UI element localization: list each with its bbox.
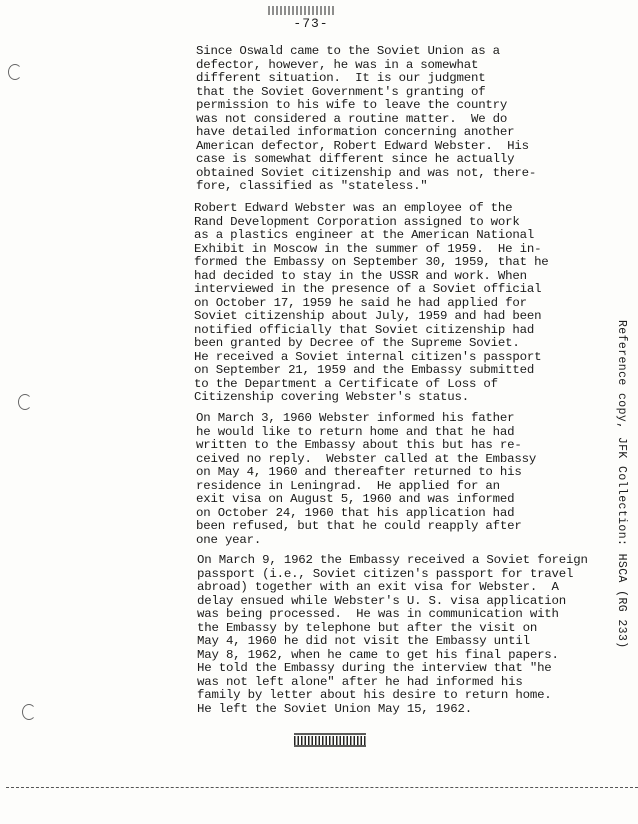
punch-hole-mark [8, 64, 22, 80]
punch-hole-mark [18, 394, 32, 410]
paragraph-webster-departure: On March 9, 1962 the Embassy received a Soviet foreign passport (i.e., Soviet citizen's passport for travel abroad) together with an exit visa for Webster. A delay ensued while Webster's U. S. visa application was being processed. He was in communication with the Embassy by telephone but after the visit on May 4, 1960 he did not visit the Embassy until May 8, 1962, when he came to get his final papers. He told the Embassy during the interview that "he was not left alone" after he had informed his family by letter about his desire to return home. He left the Soviet Union May 15, 1962. [197, 553, 588, 716]
paragraph-webster-background: Robert Edward Webster was an employee of the Rand Development Corporation assigned to work as a plastics engineer at the American National Exhibit in Moscow in the summer of 1959. He in- formed the Embassy on September 30, 1959, that he had decided to stay in the USSR and work. When interviewed in the presence of a Soviet official on October 17, 1959 he said he had applied for Soviet citizenship about July, 1959 and had been notified officially that Soviet citizenship had been granted by Decree of the Supreme Soviet. He received a Soviet internal citizen's passport on September 21, 1959 and the Embassy submitted to the Department a Certificate of Loss of Citizenship covering Webster's status. [194, 201, 549, 404]
page-number: -73- [293, 16, 329, 31]
classification-stamp-bottom [294, 733, 366, 747]
paragraph-webster-return-request: On March 3, 1960 Webster informed his father he would like to return home and that he had written to the Embassy about this but has re- ceived no reply. Webster called at the Embassy on May 4, 1960 and thereafter returned to his residence in Leningrad. He applied for an exit visa on August 5, 1960 and was informed on October 24, 1960 that his application had been refused, but that he could reapply after one year. [196, 411, 537, 547]
classification-stamp-top [268, 6, 334, 15]
archive-reference-note: Reference copy, JFK Collection: HSCA (RG 233) [615, 320, 628, 649]
page-bottom-rule [6, 787, 638, 788]
punch-hole-mark [22, 704, 36, 720]
paragraph-oswald-defector: Since Oswald came to the Soviet Union as a defector, however, he was in a somewhat different situation. It is our judgment that the Soviet Government's granting of permission to his wife to leave the country was not considered a routine matter. We do have detailed information concerning another American defector, Robert Edward Webster. His case is somewhat different since he actually obtained Soviet citizenship and was not, there- fore, classified as "stateless." [196, 44, 537, 193]
